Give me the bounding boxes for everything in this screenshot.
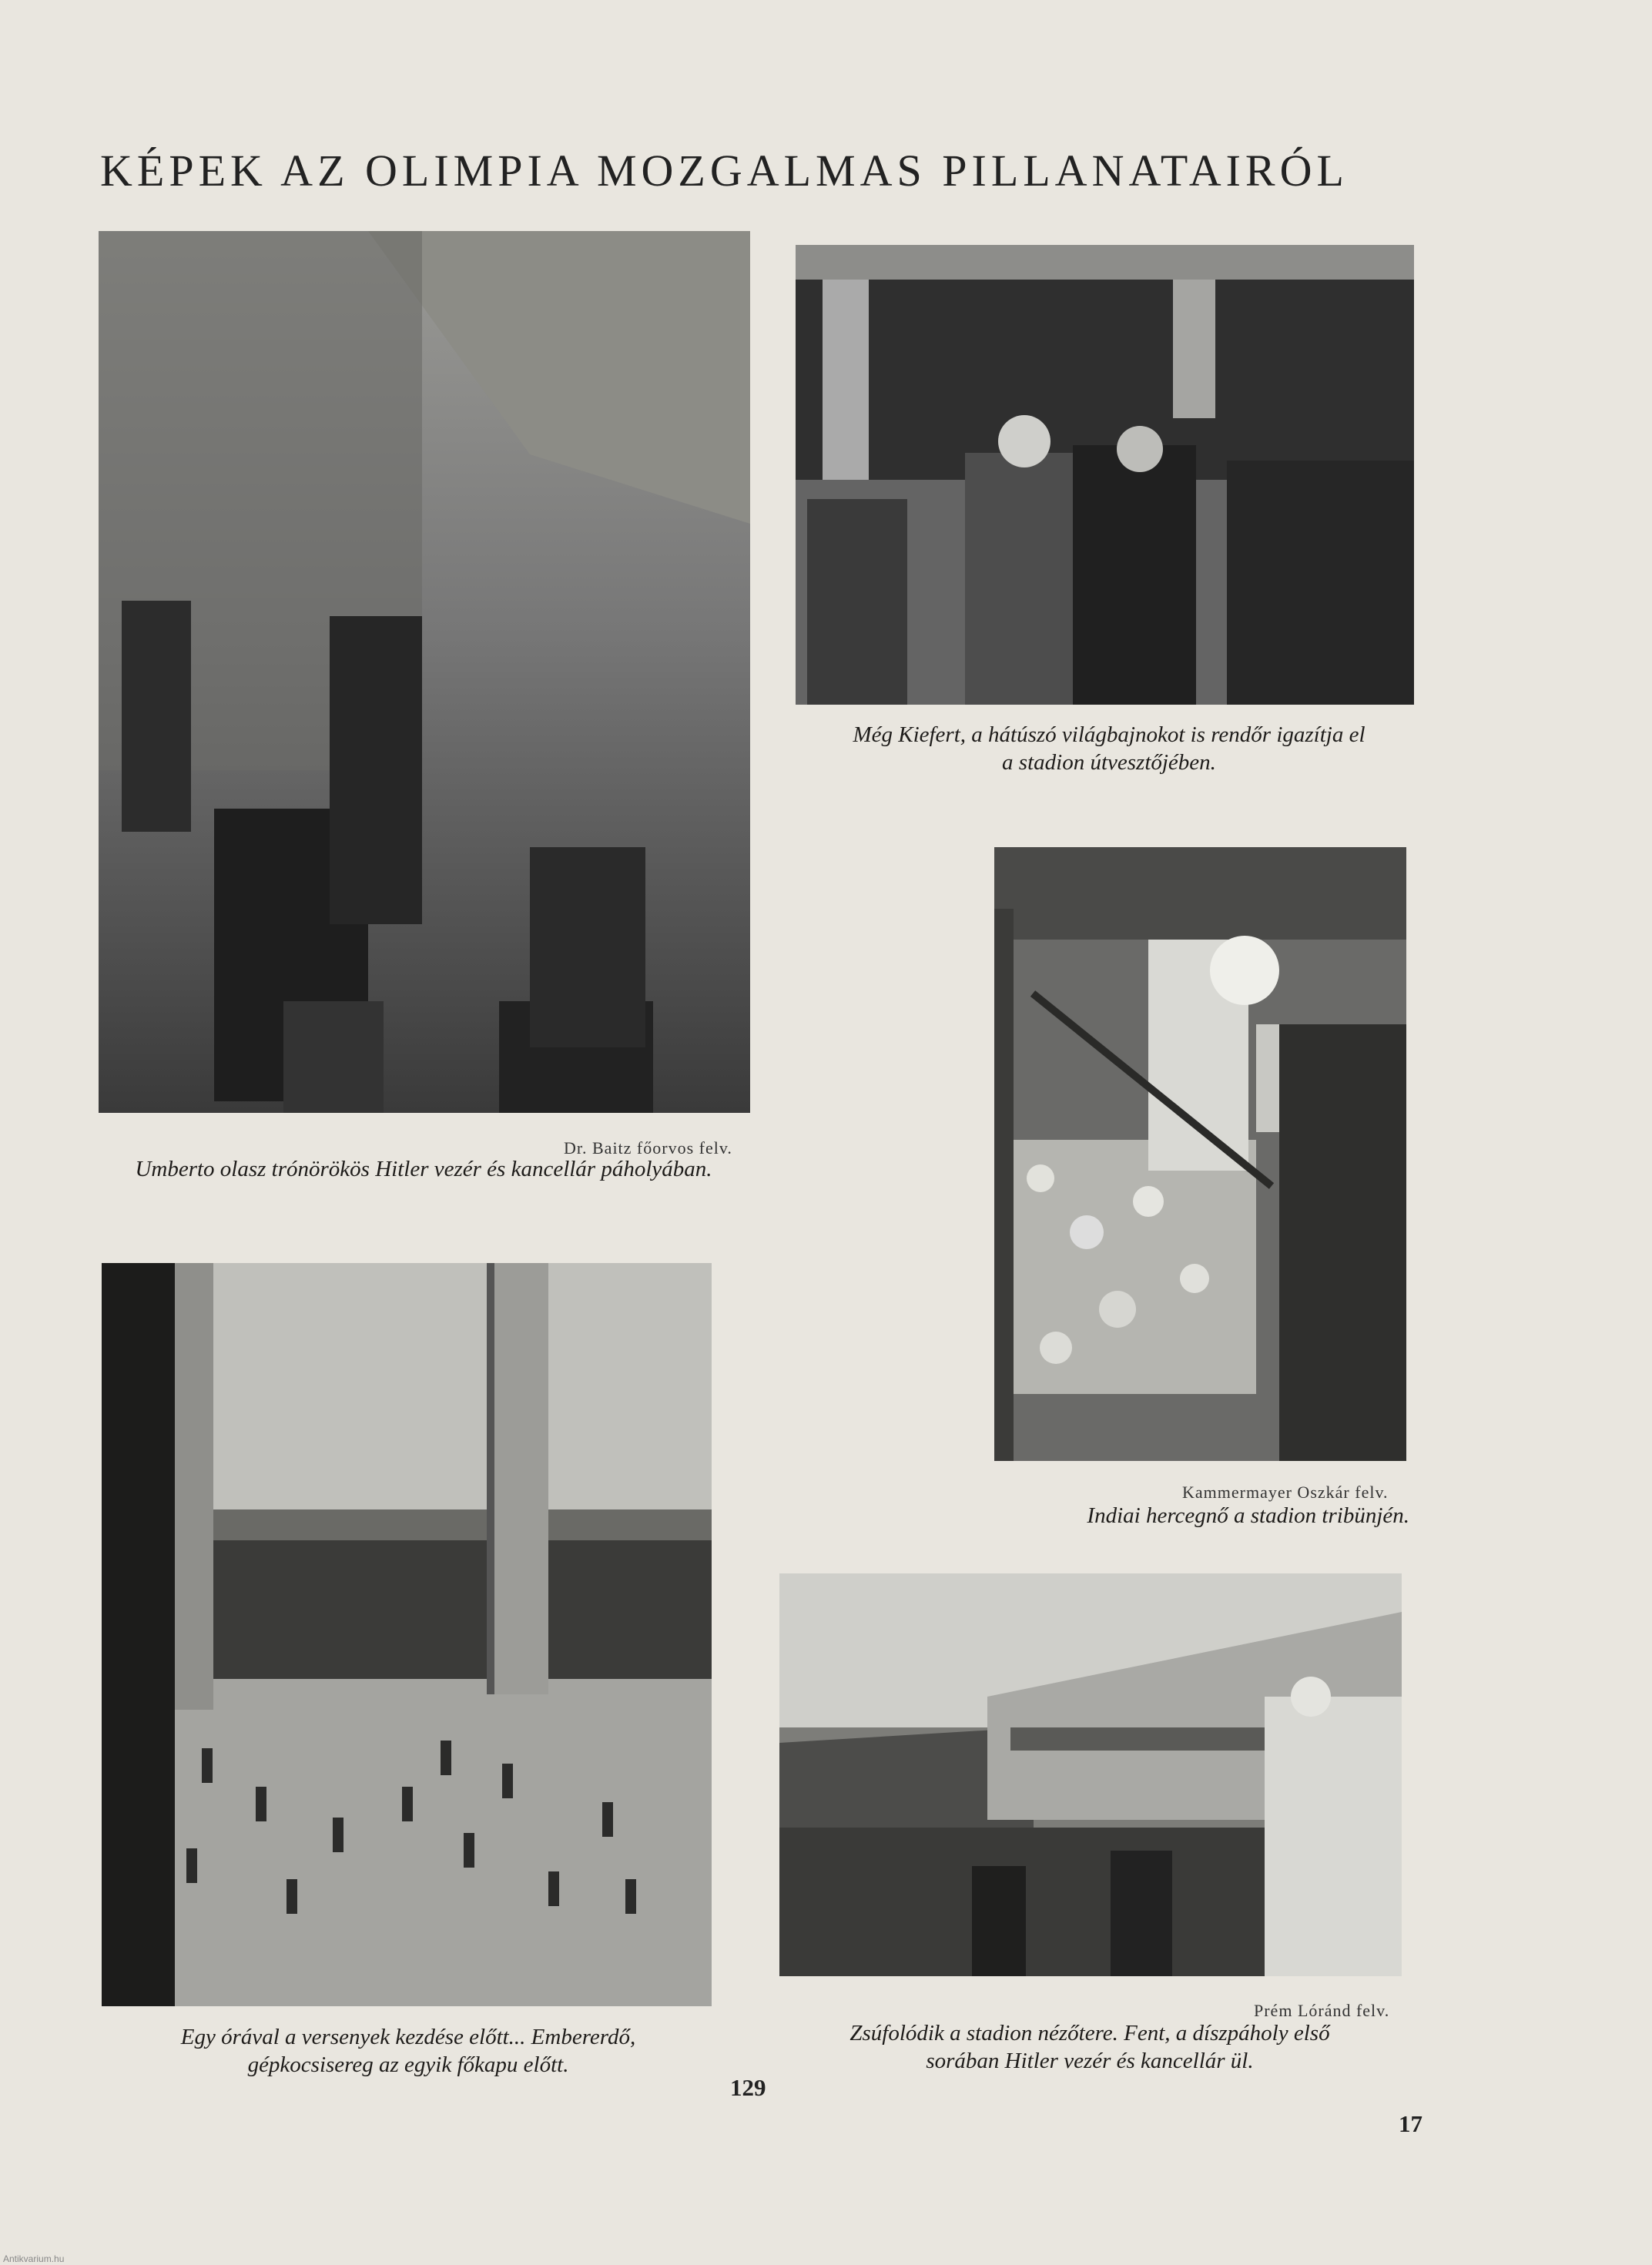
photo-kiefert <box>796 245 1414 705</box>
watermark: Antikvarium.hu <box>3 2253 65 2264</box>
page-title: KÉPEK AZ OLIMPIA MOZGALMAS PILLANATAIRÓL <box>100 146 1349 196</box>
page-number-center: 129 <box>730 2074 766 2101</box>
caption-line: gépkocsisereg az egyik főkapu előtt. <box>247 2052 569 2077</box>
caption-line: Még Kiefert, a hátúszó világbajnokot is rendőr igazítja el <box>853 722 1365 747</box>
photo-caption: Umberto olasz trónörökös Hitler vezér és kancellár páholyában. <box>135 1157 712 1181</box>
photo-caption: Indiai hercegnő a stadion tribünjén. <box>1087 1503 1409 1528</box>
photo-credit: Kammermayer Oszkár felv. <box>1182 1483 1389 1502</box>
photo-credit: Prém Lóránd felv. <box>1254 2001 1390 2020</box>
photo-indian-princess <box>994 847 1406 1461</box>
photo-crowd-gate <box>102 1263 712 2006</box>
caption-line: a stadion útvesztőjében. <box>1002 750 1216 775</box>
caption-line: sorában Hitler vezér és kancellár ül. <box>926 2049 1254 2073</box>
caption-line: Zsúfolódik a stadion nézőtere. Fent, a díszpáholy első <box>849 2021 1330 2046</box>
photo-caption <box>786 721 1433 776</box>
photo-caption <box>762 2019 1417 2075</box>
photo-credit: Dr. Baitz főorvos felv. <box>564 1138 732 1158</box>
caption-line: Egy órával a versenyek kezdése előtt... Embererdő, <box>180 2025 636 2049</box>
photo-stadium-stands <box>779 1573 1402 1976</box>
page-number-right: 17 <box>1399 2110 1422 2137</box>
photo-caption <box>100 2023 716 2079</box>
photo-hitler-box <box>99 231 750 1113</box>
